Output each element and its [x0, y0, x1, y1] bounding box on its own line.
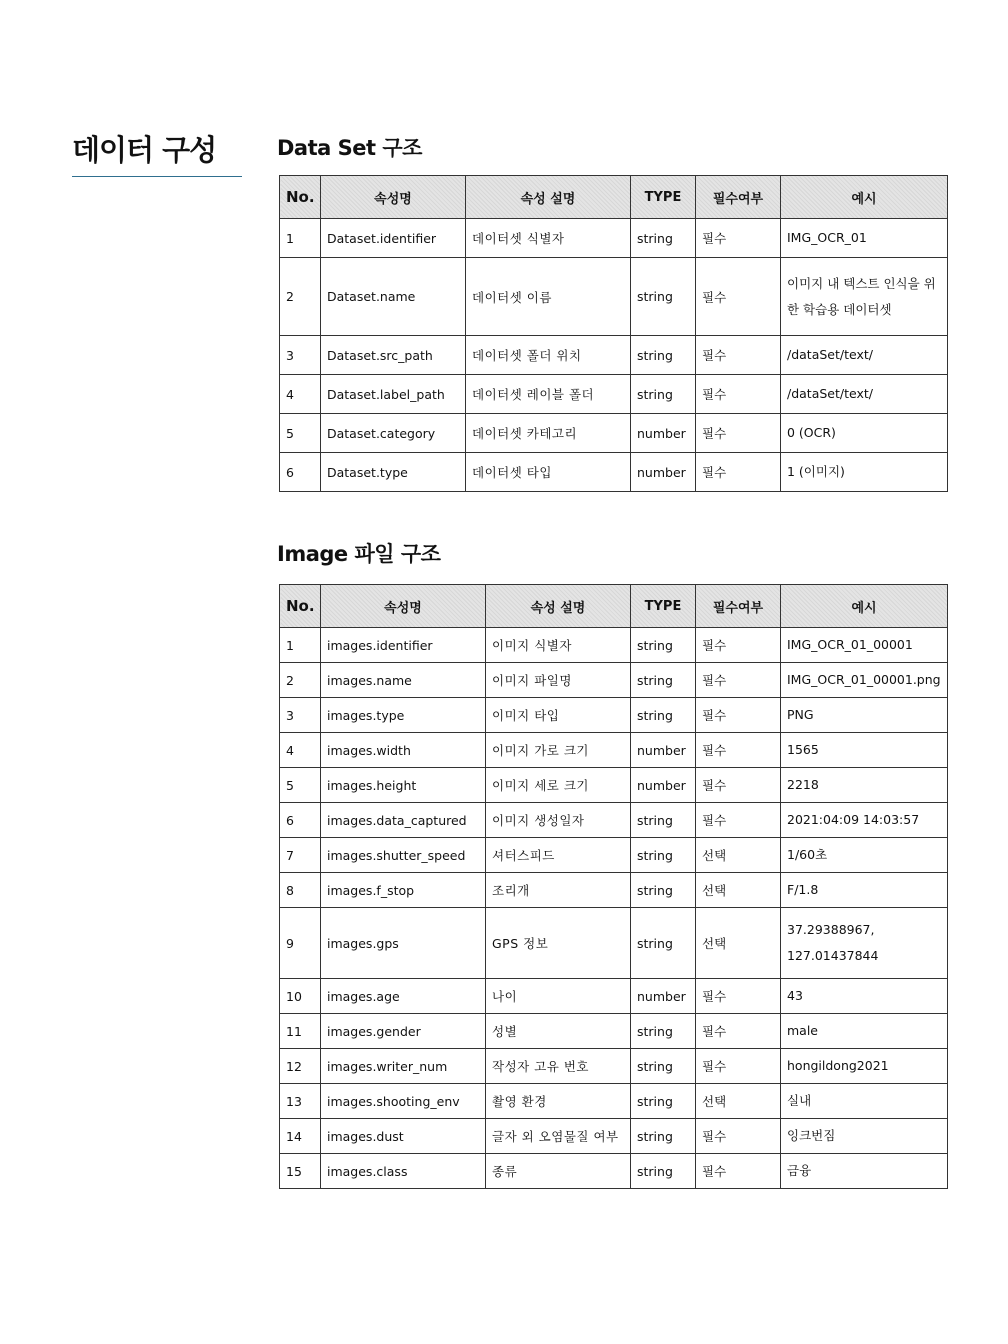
- cell-attribute-name: images.dust: [321, 1119, 486, 1154]
- table-row: [280, 698, 948, 733]
- cell-attribute-desc: 작성자 고유 번호: [486, 1049, 631, 1084]
- cell-type: string: [631, 803, 696, 838]
- cell-no: 2: [280, 663, 321, 698]
- cell-no: 9: [280, 908, 321, 979]
- heading-underline: [72, 176, 242, 177]
- cell-example: 금융: [781, 1154, 948, 1189]
- cell-type: string: [631, 219, 696, 258]
- cell-required: 필수: [696, 663, 781, 698]
- cell-example: 2021:04:09 14:03:57: [781, 803, 948, 838]
- cell-attribute-name: images.name: [321, 663, 486, 698]
- cell-required: 필수: [696, 1154, 781, 1189]
- cell-type: string: [631, 838, 696, 873]
- cell-attribute-name: Dataset.src_path: [321, 336, 466, 375]
- cell-example: 실내: [781, 1084, 948, 1119]
- cell-required: 선택: [696, 1084, 781, 1119]
- cell-type: string: [631, 1084, 696, 1119]
- cell-example: F/1.8: [781, 873, 948, 908]
- dataset-section-title: Data Set 구조: [277, 136, 422, 160]
- cell-required: 필수: [696, 768, 781, 803]
- cell-attribute-name: images.identifier: [321, 628, 486, 663]
- cell-no: 8: [280, 873, 321, 908]
- table-header-row: [280, 585, 948, 628]
- cell-required: 필수: [696, 1014, 781, 1049]
- cell-attribute-desc: 이미지 타입: [486, 698, 631, 733]
- cell-required: 필수: [696, 453, 781, 492]
- cell-attribute-name: images.shooting_env: [321, 1084, 486, 1119]
- cell-example: 43: [781, 979, 948, 1014]
- table-body: [280, 219, 948, 492]
- header-column-required: 필수여부: [696, 585, 781, 628]
- header-column-attribute-name: 속성명: [321, 176, 466, 219]
- cell-type: string: [631, 698, 696, 733]
- table-row: [280, 453, 948, 492]
- table-row: [280, 258, 948, 336]
- cell-attribute-desc: 이미지 생성일자: [486, 803, 631, 838]
- header-column-example: 예시: [781, 176, 948, 219]
- cell-example: IMG_OCR_01_00001.png: [781, 663, 948, 698]
- cell-type: string: [631, 663, 696, 698]
- cell-example: IMG_OCR_01: [781, 219, 948, 258]
- cell-required: 필수: [696, 336, 781, 375]
- header-column-required: 필수여부: [696, 176, 781, 219]
- page-title: 데이터 구성: [72, 133, 217, 167]
- cell-attribute-desc: 데이터셋 폴더 위치: [466, 336, 631, 375]
- cell-attribute-name: images.shutter_speed: [321, 838, 486, 873]
- cell-example: /dataSet/text/: [781, 336, 948, 375]
- cell-no: 11: [280, 1014, 321, 1049]
- table-row: [280, 1049, 948, 1084]
- cell-attribute-desc: 데이터셋 이름: [466, 258, 631, 336]
- cell-type: number: [631, 979, 696, 1014]
- dataset-structure-table: [279, 175, 948, 492]
- cell-required: 필수: [696, 414, 781, 453]
- page-heading: [72, 130, 244, 177]
- cell-type: string: [631, 1154, 696, 1189]
- cell-no: 4: [280, 733, 321, 768]
- cell-attribute-name: images.data_captured: [321, 803, 486, 838]
- cell-no: 5: [280, 768, 321, 803]
- cell-required: 필수: [696, 979, 781, 1014]
- table-row: [280, 1014, 948, 1049]
- cell-attribute-name: images.gender: [321, 1014, 486, 1049]
- cell-type: number: [631, 414, 696, 453]
- cell-example: 2218: [781, 768, 948, 803]
- cell-no: 6: [280, 453, 321, 492]
- cell-type: number: [631, 768, 696, 803]
- table-row: [280, 733, 948, 768]
- cell-attribute-name: images.width: [321, 733, 486, 768]
- table-row: [280, 414, 948, 453]
- cell-attribute-desc: 종류: [486, 1154, 631, 1189]
- cell-attribute-desc: 데이터셋 식별자: [466, 219, 631, 258]
- cell-type: string: [631, 908, 696, 979]
- image-section-title: Image 파일 구조: [277, 542, 441, 566]
- cell-no: 3: [280, 698, 321, 733]
- table-body: [280, 628, 948, 1189]
- table-row: [280, 1084, 948, 1119]
- cell-example: hongildong2021: [781, 1049, 948, 1084]
- cell-attribute-desc: 이미지 식별자: [486, 628, 631, 663]
- table-row: [280, 873, 948, 908]
- cell-required: 필수: [696, 1049, 781, 1084]
- cell-example: 1 (이미지): [781, 453, 948, 492]
- cell-type: string: [631, 336, 696, 375]
- cell-example: male: [781, 1014, 948, 1049]
- table-row: [280, 803, 948, 838]
- cell-example: IMG_OCR_01_00001: [781, 628, 948, 663]
- cell-attribute-desc: 조리개: [486, 873, 631, 908]
- cell-type: string: [631, 873, 696, 908]
- cell-type: string: [631, 1049, 696, 1084]
- cell-example: PNG: [781, 698, 948, 733]
- table-row: [280, 663, 948, 698]
- header-column-no: No.: [280, 176, 321, 219]
- cell-attribute-desc: 이미지 가로 크기: [486, 733, 631, 768]
- cell-attribute-name: images.f_stop: [321, 873, 486, 908]
- cell-attribute-name: Dataset.name: [321, 258, 466, 336]
- table-row: [280, 336, 948, 375]
- cell-attribute-name: images.age: [321, 979, 486, 1014]
- cell-example: 1/60초: [781, 838, 948, 873]
- header-column-example: 예시: [781, 585, 948, 628]
- cell-example: 이미지 내 텍스트 인식을 위한 학습용 데이터셋: [781, 258, 948, 336]
- header-column-attribute-name: 속성명: [321, 585, 486, 628]
- cell-type: string: [631, 375, 696, 414]
- cell-attribute-desc: 데이터셋 카테고리: [466, 414, 631, 453]
- cell-no: 3: [280, 336, 321, 375]
- cell-attribute-name: Dataset.category: [321, 414, 466, 453]
- table-row: [280, 908, 948, 979]
- cell-attribute-desc: 나이: [486, 979, 631, 1014]
- cell-no: 13: [280, 1084, 321, 1119]
- cell-attribute-desc: 이미지 세로 크기: [486, 768, 631, 803]
- cell-no: 12: [280, 1049, 321, 1084]
- cell-attribute-desc: 데이터셋 레이블 폴더: [466, 375, 631, 414]
- cell-attribute-name: images.writer_num: [321, 1049, 486, 1084]
- table-row: [280, 219, 948, 258]
- cell-no: 10: [280, 979, 321, 1014]
- cell-attribute-name: Dataset.label_path: [321, 375, 466, 414]
- cell-required: 필수: [696, 733, 781, 768]
- cell-example: /dataSet/text/: [781, 375, 948, 414]
- cell-no: 1: [280, 219, 321, 258]
- cell-attribute-desc: GPS 정보: [486, 908, 631, 979]
- cell-attribute-desc: 이미지 파일명: [486, 663, 631, 698]
- cell-type: number: [631, 733, 696, 768]
- cell-required: 선택: [696, 908, 781, 979]
- cell-example: 37.29388967, 127.01437844: [781, 908, 948, 979]
- cell-type: number: [631, 453, 696, 492]
- table-row: [280, 628, 948, 663]
- cell-required: 필수: [696, 375, 781, 414]
- table-row: [280, 1119, 948, 1154]
- cell-required: 필수: [696, 698, 781, 733]
- cell-required: 필수: [696, 803, 781, 838]
- cell-type: string: [631, 258, 696, 336]
- table-row: [280, 1154, 948, 1189]
- cell-no: 1: [280, 628, 321, 663]
- cell-no: 6: [280, 803, 321, 838]
- cell-type: string: [631, 1119, 696, 1154]
- cell-required: 선택: [696, 838, 781, 873]
- header-column-type: TYPE: [631, 176, 696, 219]
- cell-no: 5: [280, 414, 321, 453]
- table-row: [280, 375, 948, 414]
- table-row: [280, 979, 948, 1014]
- cell-attribute-name: images.height: [321, 768, 486, 803]
- table-row: [280, 768, 948, 803]
- cell-no: 4: [280, 375, 321, 414]
- cell-example: 0 (OCR): [781, 414, 948, 453]
- cell-attribute-name: Dataset.type: [321, 453, 466, 492]
- cell-required: 필수: [696, 628, 781, 663]
- cell-type: string: [631, 628, 696, 663]
- header-column-type: TYPE: [631, 585, 696, 628]
- cell-required: 필수: [696, 1119, 781, 1154]
- cell-no: 7: [280, 838, 321, 873]
- table-header-row: [280, 176, 948, 219]
- cell-no: 14: [280, 1119, 321, 1154]
- cell-attribute-desc: 성별: [486, 1014, 631, 1049]
- image-structure-table: [279, 584, 948, 1189]
- cell-attribute-name: images.class: [321, 1154, 486, 1189]
- cell-example: 잉크번짐: [781, 1119, 948, 1154]
- cell-attribute-desc: 데이터셋 타입: [466, 453, 631, 492]
- cell-attribute-name: images.gps: [321, 908, 486, 979]
- header-column-attribute-desc: 속성 설명: [486, 585, 631, 628]
- cell-required: 선택: [696, 873, 781, 908]
- cell-required: 필수: [696, 258, 781, 336]
- cell-attribute-name: images.type: [321, 698, 486, 733]
- cell-attribute-name: Dataset.identifier: [321, 219, 466, 258]
- cell-attribute-desc: 셔터스피드: [486, 838, 631, 873]
- cell-type: string: [631, 1014, 696, 1049]
- cell-no: 2: [280, 258, 321, 336]
- cell-no: 15: [280, 1154, 321, 1189]
- cell-attribute-desc: 글자 외 오염물질 여부: [486, 1119, 631, 1154]
- cell-example: 1565: [781, 733, 948, 768]
- cell-required: 필수: [696, 219, 781, 258]
- header-column-attribute-desc: 속성 설명: [466, 176, 631, 219]
- header-column-no: No.: [280, 585, 321, 628]
- cell-attribute-desc: 촬영 환경: [486, 1084, 631, 1119]
- table-row: [280, 838, 948, 873]
